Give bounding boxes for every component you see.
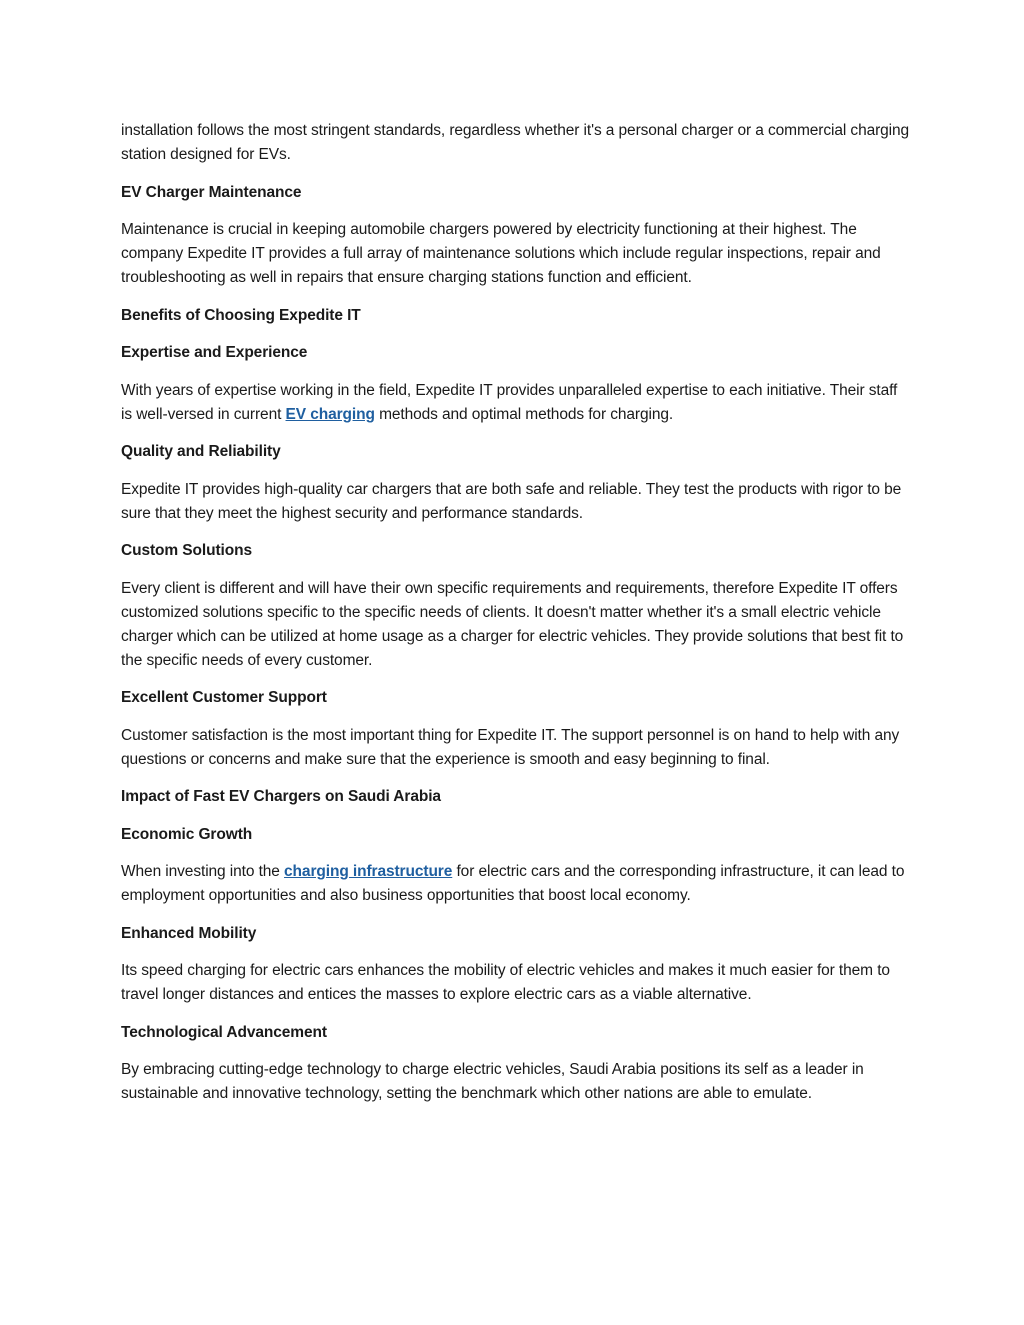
ev-charging-link[interactable]: EV charging — [285, 405, 375, 423]
document-page — [121, 119, 911, 1120]
paragraph-custom-solutions: Every client is different and will have their own specific requirements and requirements, therefore Expedite IT offers customized solutions specific to the specific needs of clients. It doesn't matter whether it's a small electric vehicle charger which can be utilized at home usage as a charger for electric vehicles. They provide solutions that best fit to the specific needs of every customer. — [121, 579, 904, 669]
heading-quality: Quality and Reliability — [121, 443, 281, 460]
heading-economic-growth: Economic Growth — [121, 825, 253, 843]
charging-infrastructure-link[interactable]: charging infrastructure — [284, 863, 453, 880]
paragraph-customer-support: Customer satisfaction is the most important thing for Expedite IT. The support personnel is on hand to help with any questions or concerns and make sure that the experience is smooth and easy beginning to final. — [121, 726, 900, 768]
paragraph-enhanced-mobility: Its speed charging for electric cars enhances the mobility of electric vehicles and makes it much easier for them to travel longer distances and entices the masses to explore electric cars as a viable alternative. — [121, 962, 890, 1003]
paragraph-expertise: With years of expertise working in the field, Expedite IT provides unparalleled expertise to each initiative. Their staff is well-versed in current EV charging methods and optimal methods for charging. — [121, 381, 898, 423]
paragraph-maintenance: Maintenance is crucial in keeping automobile chargers powered by electricity functioning at their highest. The company Expedite IT provides a full array of maintenance solutions which include regular inspections, repair and troubleshooting as well in repairs that ensure charging stations function and efficient. — [121, 221, 881, 286]
paragraph-quality: Expedite IT provides high-quality car chargers that are both safe and reliable. They test the products with rigor to be sure that they meet the highest security and performance standards. — [121, 480, 902, 522]
heading-benefits: Benefits of Choosing Expedite IT — [121, 306, 361, 324]
heading-technological-advancement: Technological Advancement — [121, 1023, 327, 1041]
paragraph-economic-growth: When investing into the charging infrastructure for electric cars and the corresponding infrastructure, it can lead to employment opportunities and also business opportunities that boost local economy. — [121, 863, 905, 904]
heading-custom-solutions: Custom Solutions — [121, 542, 253, 559]
paragraph-technological-advancement: By embracing cutting-edge technology to charge electric vehicles, Saudi Arabia positions its self as a leader in sustainable and innovative technology, setting the benchmark which other nations are able to emulate. — [121, 1061, 864, 1102]
heading-ev-charger-maintenance: EV Charger Maintenance — [121, 183, 302, 201]
heading-enhanced-mobility: Enhanced Mobility — [121, 924, 257, 942]
paragraph-installation: installation follows the most stringent standards, regardless whether it's a personal charger or a commercial charging station designed for EVs. — [121, 122, 910, 163]
heading-expertise: Expertise and Experience — [121, 344, 308, 361]
heading-customer-support: Excellent Customer Support — [121, 689, 327, 706]
heading-impact: Impact of Fast EV Chargers on Saudi Arabia — [121, 788, 441, 805]
